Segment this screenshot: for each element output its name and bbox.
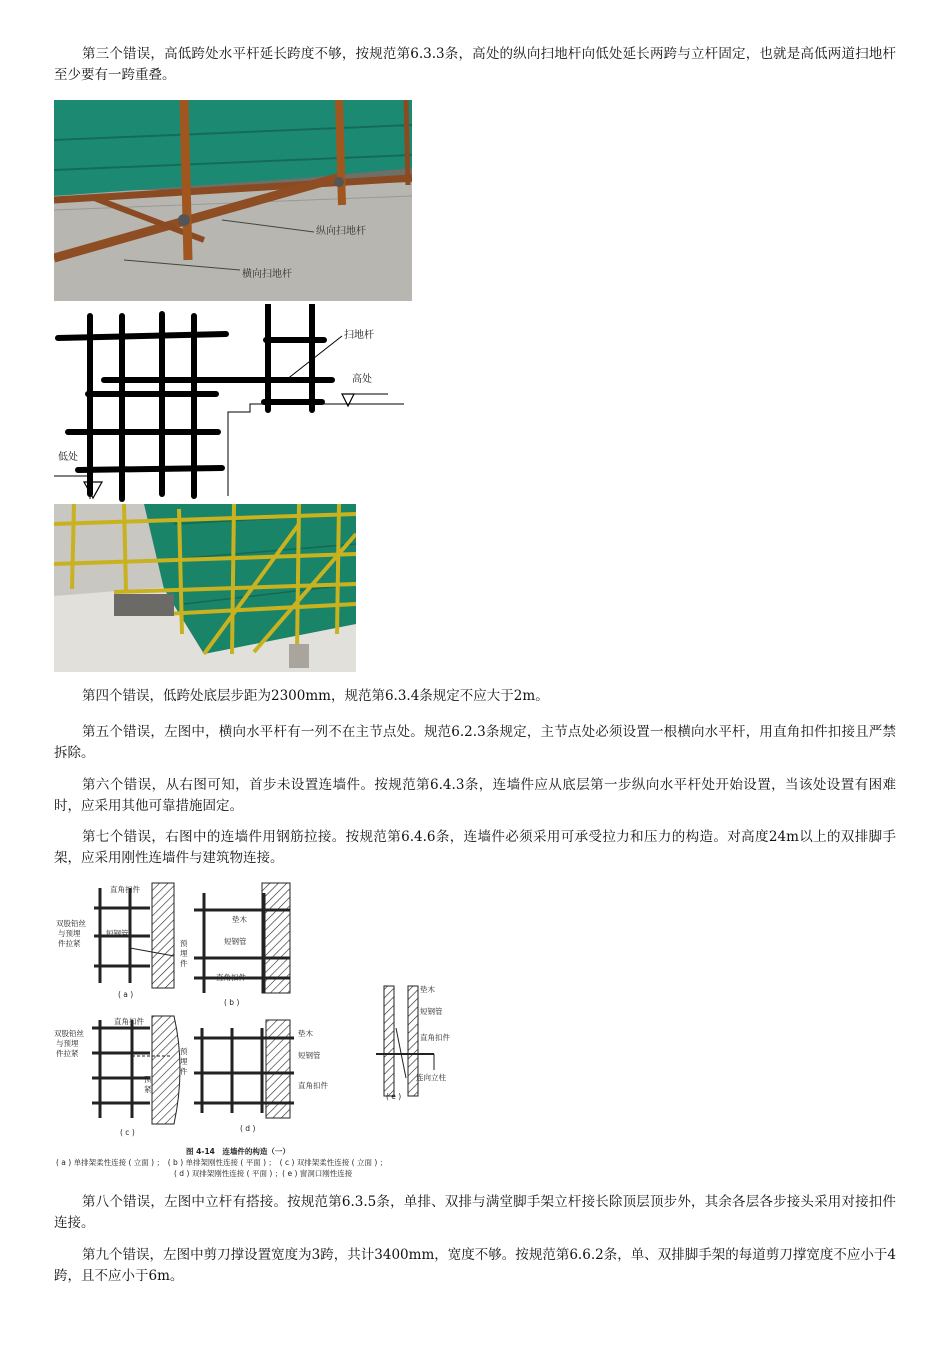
label-b-short-pipe: 短钢管 (224, 937, 247, 946)
paragraph-error-6: 第六个错误，从右图可知，首步未设置连墙件。按规范第6.4.3条，连墙件应从底层第一步纵向水平杆处开始设置，当该处设置有困难时，应采用其他可靠措施固定。 (54, 777, 896, 814)
label-a-embedded-1: 预 (180, 939, 188, 948)
diagram-high-low-span (54, 304, 410, 504)
photo-sweep-pole-drawing (54, 100, 412, 301)
figure-caption-title: 图 4-14 连墙件的构造（一） (186, 1147, 290, 1156)
label-e-pad-wood: 垫木 (420, 985, 435, 994)
label-low: 低处 (58, 452, 78, 463)
label-a-embedded-3: 件 (180, 959, 188, 968)
label-high: 高处 (352, 374, 372, 385)
sublabel-c: ( c ) (120, 1128, 135, 1137)
label-c-right-angle-clamp: 直角扣件 (114, 1017, 144, 1026)
sublabel-a: ( a ) (118, 990, 134, 999)
sublabel-d: ( d ) (240, 1124, 256, 1133)
label-c-double-wire-2: 与预埋 (56, 1039, 79, 1048)
figure-wall-tie-drawing (54, 878, 474, 1180)
label-e-short-pipe: 短钢管 (420, 1007, 443, 1016)
sublabel-e: ( e ) (386, 1092, 402, 1101)
label-c-double-wire-3: 件拉紧 (56, 1049, 79, 1058)
label-c-jack-2: 紧 (144, 1085, 152, 1094)
label-a-double-wire-2: 与预埋 (58, 929, 81, 938)
label-a-double-wire-1: 双股铅丝 (56, 919, 86, 928)
label-b-pad-wood: 垫木 (232, 915, 247, 924)
paragraph-error-5: 第五个错误，左图中，横向水平杆有一列不在主节点处。规范6.2.3条规定，主节点处必须设置一根横向水平杆，用直角扣件扣接且严禁拆除。 (54, 724, 896, 761)
label-d-pad-wood: 垫木 (298, 1029, 313, 1038)
sublabel-b: ( b ) (224, 998, 240, 1007)
label-c-jack-1: 顶 (144, 1075, 152, 1084)
label-c-double-wire-1: 双股铅丝 (54, 1029, 84, 1038)
figure-caption-line2: ( d ) 双排架刚性连接 ( 平面 ) ；( e ) 窗洞口刚性连接 (174, 1169, 353, 1178)
label-e-to-column: 连向立柱 (416, 1073, 446, 1082)
label-sweep-pole: 扫地杆 (344, 330, 374, 341)
paragraph-error-4: 第四个错误，低跨处底层步距为2300mm，规范第6.3.4条规定不应大于2m。 (82, 688, 549, 704)
label-d-short-pipe: 短钢管 (298, 1051, 321, 1060)
paragraph-error-8: 第八个错误，左图中立杆有搭接。按规范第6.3.5条，单排、双排与满堂脚手架立杆接长除顶层顶步外，其余各层各步接头采用对接扣件连接。 (54, 1194, 896, 1231)
photo-sweep-pole (54, 100, 412, 301)
label-transverse-sweep: 横向扫地杆 (242, 269, 292, 280)
photo-scaffold-corner (54, 504, 356, 672)
label-c-embedded-3: 件 (180, 1067, 188, 1076)
label-a-short-pipe: 短钢管 (106, 929, 129, 938)
label-c-embedded-1: 预 (180, 1047, 188, 1056)
photo-scaffold-drawing (54, 504, 356, 672)
paragraph-error-9: 第九个错误，左图中剪刀撑设置宽度为3跨，共计3400mm，宽度不够。按规范第6.6.2条，单、双排脚手架的每道剪刀撑宽度不应小于4跨，且不应小于6m。 (54, 1247, 896, 1284)
paragraph-error-7: 第七个错误，右图中的连墙件用钢筋拉接。按规范第6.4.6条，连墙件必须采用可承受拉力和压力的构造。对高度24m以上的双排脚手架，应采用刚性连墙件与建筑物连接。 (54, 829, 896, 866)
label-e-right-angle-clamp: 直角扣件 (420, 1033, 450, 1042)
label-a-embedded-2: 埋 (180, 949, 188, 958)
paragraph-error-3: 第三个错误，高低跨处水平杆延长跨度不够，按规范第6.3.3条，高处的纵向扫地杆向低处延长两跨与立杆固定，也就是高低两道扫地杆至少要有一跨重叠。 (54, 46, 896, 83)
label-c-embedded-2: 埋 (180, 1057, 188, 1066)
label-a-double-wire-3: 件拉紧 (58, 939, 81, 948)
figure-wall-tie-construction (54, 878, 474, 1180)
label-b-right-angle-clamp: 直角扣件 (216, 973, 246, 982)
figure-caption-line1: ( a ) 单排架柔性连接 ( 立面 ) ； ( b ) 单排架刚性连接 ( 平面 ) ； ( c ) 双排架柔性连接 ( 立面 ) ； (56, 1158, 388, 1167)
label-longitudinal-sweep: 纵向扫地杆 (316, 226, 366, 237)
label-a-right-angle-clamp: 直角扣件 (110, 885, 140, 894)
label-d-right-angle-clamp: 直角扣件 (298, 1081, 328, 1090)
